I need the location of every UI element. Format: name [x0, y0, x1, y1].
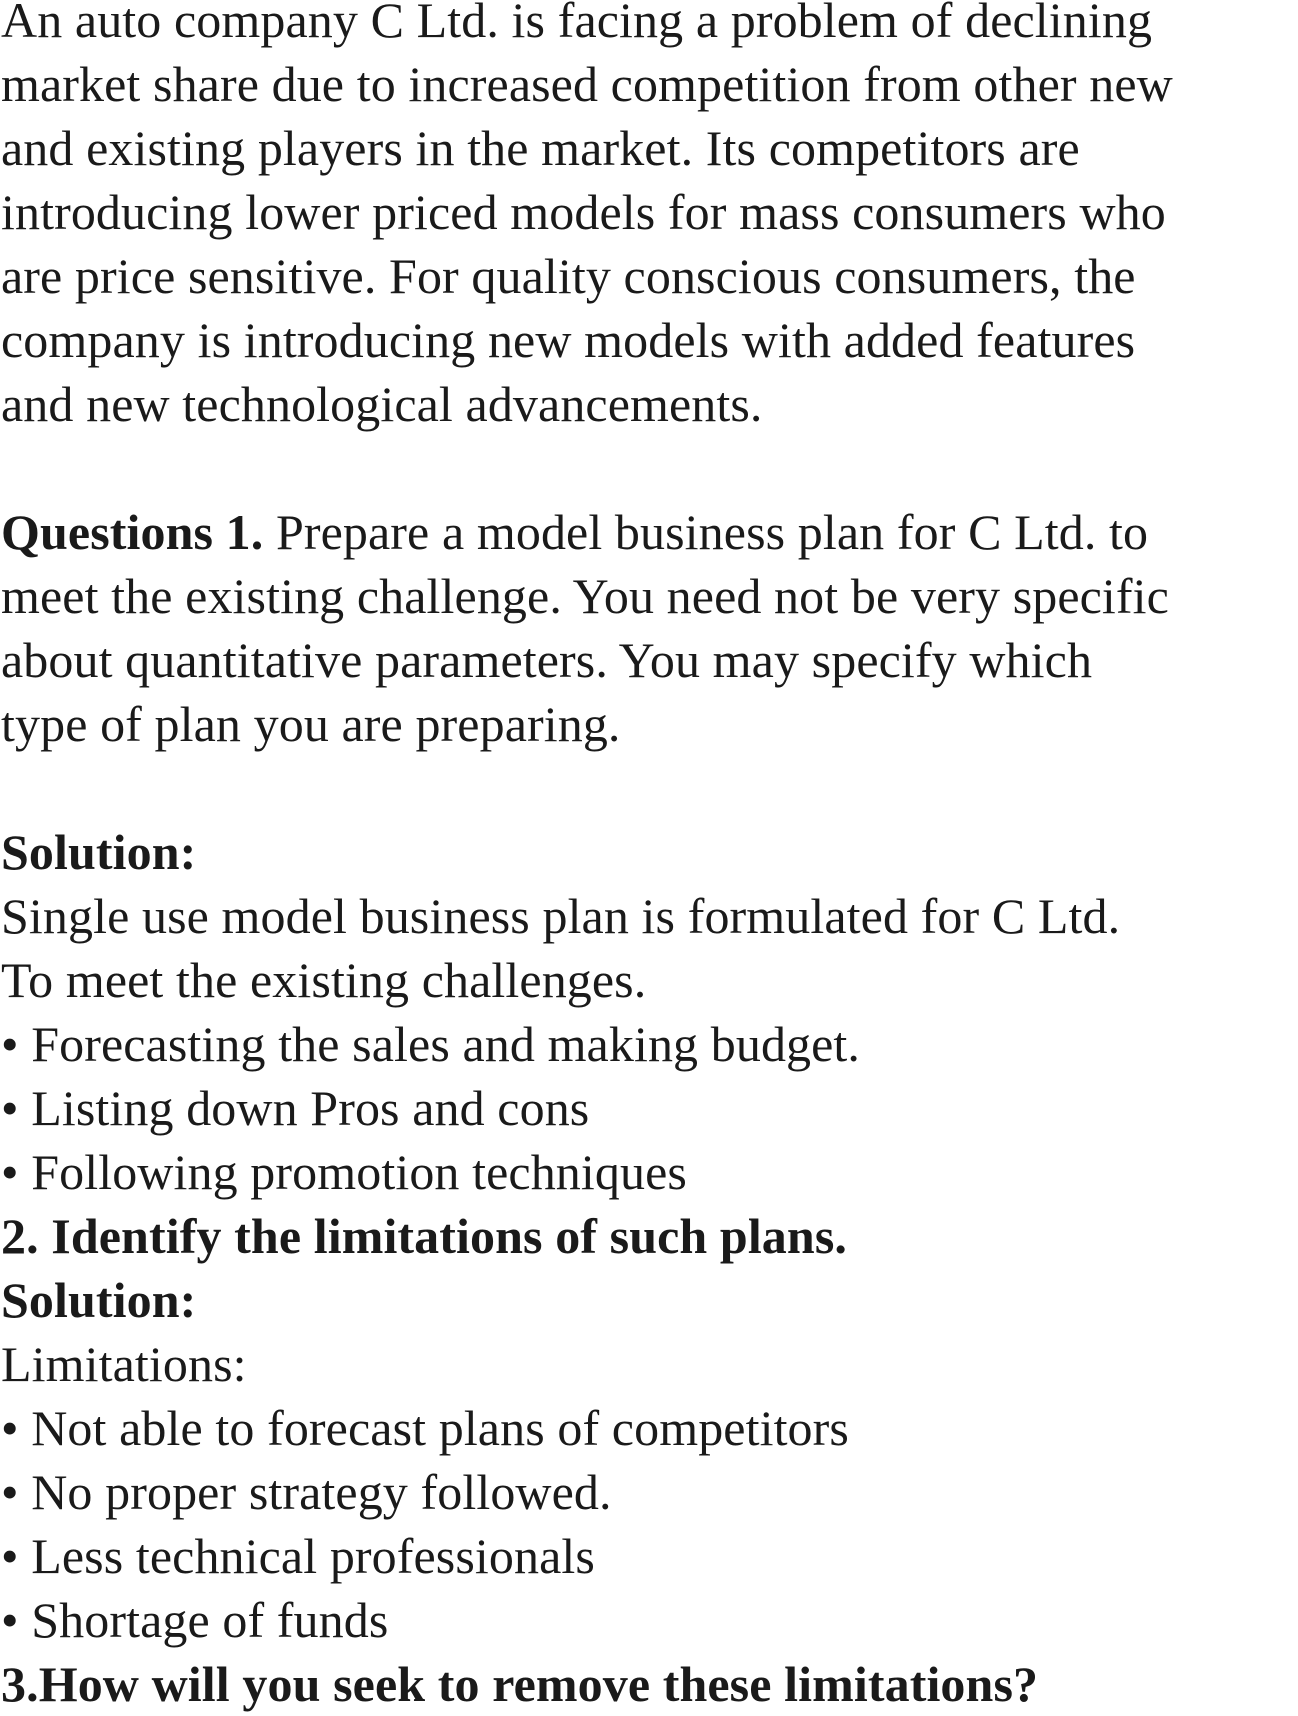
- question-2: 2. Identify the limitations of such plans.: [1, 1208, 847, 1264]
- question-1-label: Questions 1.: [1, 504, 264, 560]
- list-item: • Listing down Pros and cons: [1, 1076, 1297, 1140]
- solution-2: [1, 1268, 1297, 1652]
- question-1-line: meet the existing challenge. You need not be very specific: [1, 568, 1169, 624]
- solution-2-intro: Limitations:: [1, 1336, 247, 1392]
- intro-line: market share due to increased competition from other new: [1, 56, 1173, 112]
- intro-line: are price sensitive. For quality conscious consumers, the: [1, 248, 1136, 304]
- intro-line: and existing players in the market. Its competitors are: [1, 120, 1080, 176]
- solution-1-heading: Solution:: [1, 824, 197, 880]
- solution-1-line: To meet the existing challenges.: [1, 952, 647, 1008]
- solution-1: [1, 820, 1297, 1204]
- question-1-line: about quantitative parameters. You may specify which: [1, 632, 1093, 688]
- document: [1, 0, 1297, 1716]
- intro-paragraph: [1, 0, 1297, 436]
- intro-line: company is introducing new models with added features: [1, 312, 1136, 368]
- list-item: • Less technical professionals: [1, 1524, 1297, 1588]
- question-1-text: Prepare a model business plan for C Ltd. to: [275, 504, 1149, 560]
- solution-1-line: Single use model business plan is formulated for C Ltd.: [1, 888, 1121, 944]
- question-1-line: type of plan you are preparing.: [1, 696, 621, 752]
- list-item: • Following promotion techniques: [1, 1140, 1297, 1204]
- solution-2-heading: Solution:: [1, 1272, 197, 1328]
- solution-1-bullets: [1, 1012, 1297, 1204]
- spacer: [1, 436, 1297, 500]
- question-1-first-line: [1, 500, 1297, 564]
- intro-line: and new technological advancements.: [1, 376, 763, 432]
- solution-2-bullets: [1, 1396, 1297, 1652]
- list-item: • Forecasting the sales and making budget.: [1, 1012, 1297, 1076]
- question-3: 3.How will you seek to remove these limitations?: [1, 1656, 1039, 1712]
- spacer: [1, 756, 1297, 820]
- list-item: • Not able to forecast plans of competitors: [1, 1396, 1297, 1460]
- intro-line: An auto company C Ltd. is facing a problem of declining: [1, 0, 1153, 48]
- list-item: • Shortage of funds: [1, 1588, 1297, 1652]
- intro-line: introducing lower priced models for mass consumers who: [1, 184, 1166, 240]
- question-1: [1, 500, 1297, 756]
- list-item: • No proper strategy followed.: [1, 1460, 1297, 1524]
